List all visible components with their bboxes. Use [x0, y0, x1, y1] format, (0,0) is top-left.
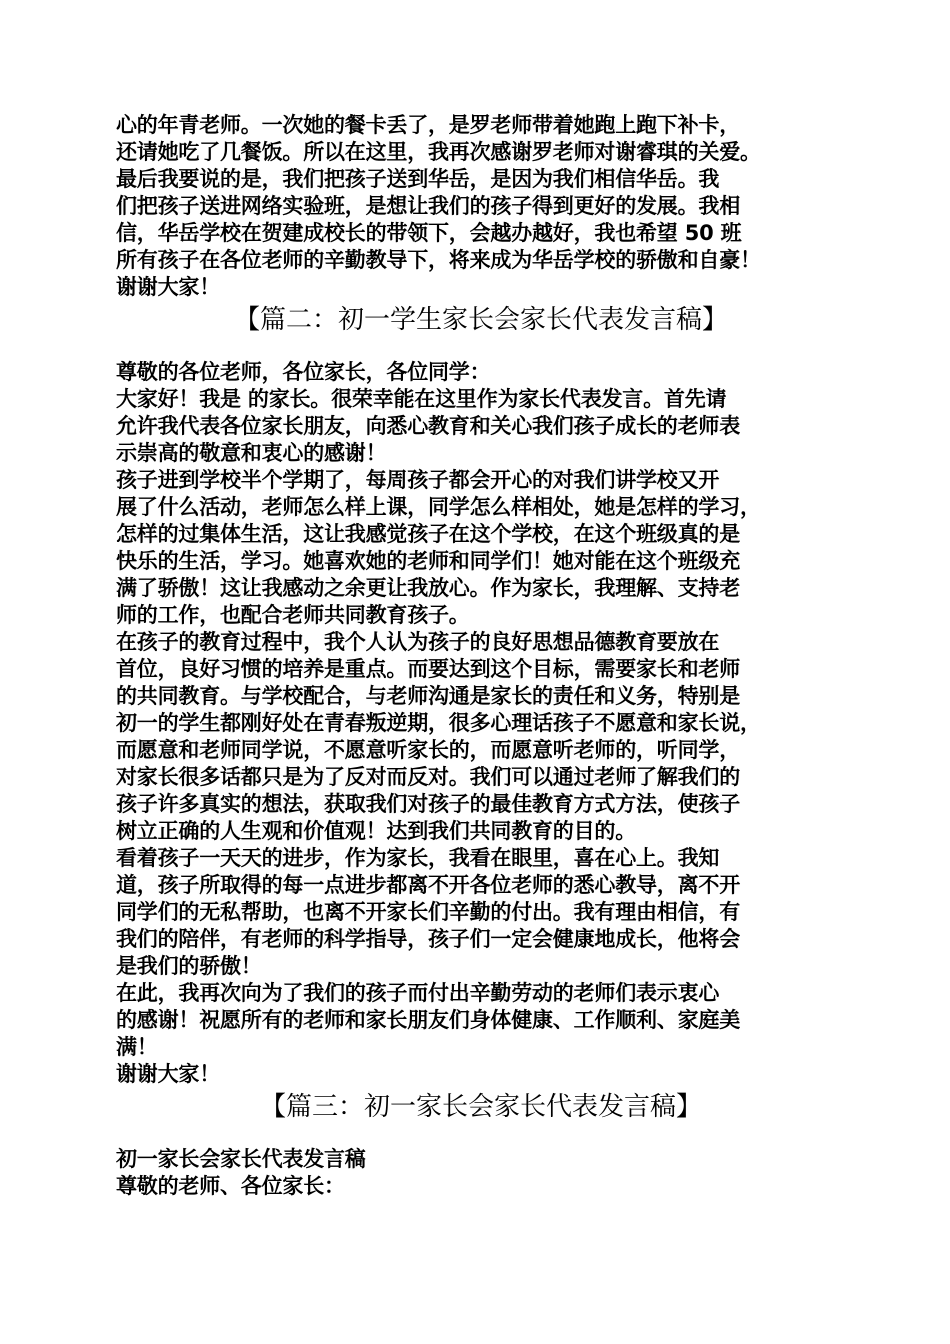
text-line: 满！ — [116, 1035, 158, 1059]
text-line: 谢谢大家！ — [116, 1062, 220, 1086]
section-heading-2: 【篇二：初一学生家长会家长代表发言稿】 — [233, 305, 728, 335]
text-line: 展了什么活动，老师怎么样上课，同学怎么样相处，她是怎样的学习， — [116, 495, 761, 519]
text-line: 初一的学生都刚好处在青春叛逆期，很多心理话孩子不愿意和家长说， — [116, 711, 761, 735]
section-1-text — [116, 112, 846, 301]
text-line: 还请她吃了几餐饭。所以在这里，我再次感谢罗老师对谢睿琪的关爱。 — [116, 140, 761, 164]
text-line: 最后我要说的是，我们把孩子送到华岳，是因为我们相信华岳。我 — [116, 167, 720, 191]
text-line: 尊敬的老师、各位家长： — [116, 1174, 345, 1198]
text-line: 心的年青老师。一次她的餐卡丢了，是罗老师带着她跑上跑下补卡， — [116, 113, 740, 137]
text-line: 怎样的过集体生活，这让我感觉孩子在这个学校，在这个班级真的是 — [116, 522, 740, 546]
text-line: 满了骄傲！这让我感动之余更让我放心。作为家长，我理解、支持老 — [116, 576, 740, 600]
spacer — [116, 1124, 846, 1146]
text-line: 尊敬的各位老师，各位家长，各位同学： — [116, 360, 491, 384]
text-line: 在孩子的教育过程中，我个人认为孩子的良好思想品德教育要放在 — [116, 630, 720, 654]
text-line: 允许我代表各位家长朋友，向悉心教育和关心我们孩子成长的老师表 — [116, 414, 740, 438]
section-3-text — [116, 1146, 846, 1200]
text-line: 快乐的生活，学习。她喜欢她的老师和同学们！她对能在这个班级充 — [116, 549, 740, 573]
text-line: 看着孩子一天天的进步，作为家长，我看在眼里，喜在心上。我知 — [116, 846, 720, 870]
text-line: 孩子进到学校半个学期了，每周孩子都会开心的对我们讲学校又开 — [116, 468, 720, 492]
text-line: 的共同教育。与学校配合，与老师沟通是家长的责任和义务，特别是 — [116, 684, 740, 708]
text-line: 初一家长会家长代表发言稿 — [116, 1147, 366, 1171]
section-heading-3: 【篇三：初一家长会家长代表发言稿】 — [259, 1092, 702, 1122]
text-line: 的感谢！祝愿所有的老师和家长朋友们身体健康、工作顺利、家庭美 — [116, 1008, 740, 1032]
document-body — [116, 112, 846, 1200]
text-line: 师的工作，也配合老师共同教育孩子。 — [116, 603, 470, 627]
text-line: 首位，良好习惯的培养是重点。而要达到这个目标，需要家长和老师 — [116, 657, 740, 681]
text-line: 而愿意和老师同学说，不愿意听家长的，而愿意听老师的，听同学， — [116, 738, 740, 762]
text-line: 大家好！我是 的家长。很荣幸能在这里作为家长代表发言。首先请 — [116, 387, 727, 411]
text-line: 树立正确的人生观和价值观！达到我们共同教育的目的。 — [116, 819, 636, 843]
text-line: 孩子许多真实的想法，获取我们对孩子的最佳教育方式方法，使孩子 — [116, 792, 740, 816]
text-line: 在此，我再次向为了我们的孩子而付出辛勤劳动的老师们表示衷心 — [116, 981, 720, 1005]
text-line: 谢谢大家！ — [116, 275, 220, 299]
text-line: 对家长很多话都只是为了反对而反对。我们可以通过老师了解我们的 — [116, 765, 740, 789]
text-line: 道，孩子所取得的每一点进步都离不开各位老师的悉心教导，离不开 — [116, 873, 740, 897]
text-line: 们把孩子送进网络实验班，是想让我们的孩子得到更好的发展。我相 — [116, 194, 740, 218]
text-line: 所有孩子在各位老师的辛勤教导下，将来成为华岳学校的骄傲和自豪！ — [116, 248, 761, 272]
text-line: 我们的陪伴，有老师的科学指导，孩子们一定会健康地成长，他将会 — [116, 927, 740, 951]
text-line: 是我们的骄傲！ — [116, 954, 262, 978]
section-2-text — [116, 359, 846, 1088]
text-line: 同学们的无私帮助，也离不开家长们辛勤的付出。我有理由相信，有 — [116, 900, 740, 924]
spacer — [116, 337, 846, 359]
text-line: 示崇高的敬意和衷心的感谢！ — [116, 441, 387, 465]
text-line: 信，华岳学校在贺建成校长的带领下，会越办越好，我也希望 50 班 — [116, 221, 742, 245]
